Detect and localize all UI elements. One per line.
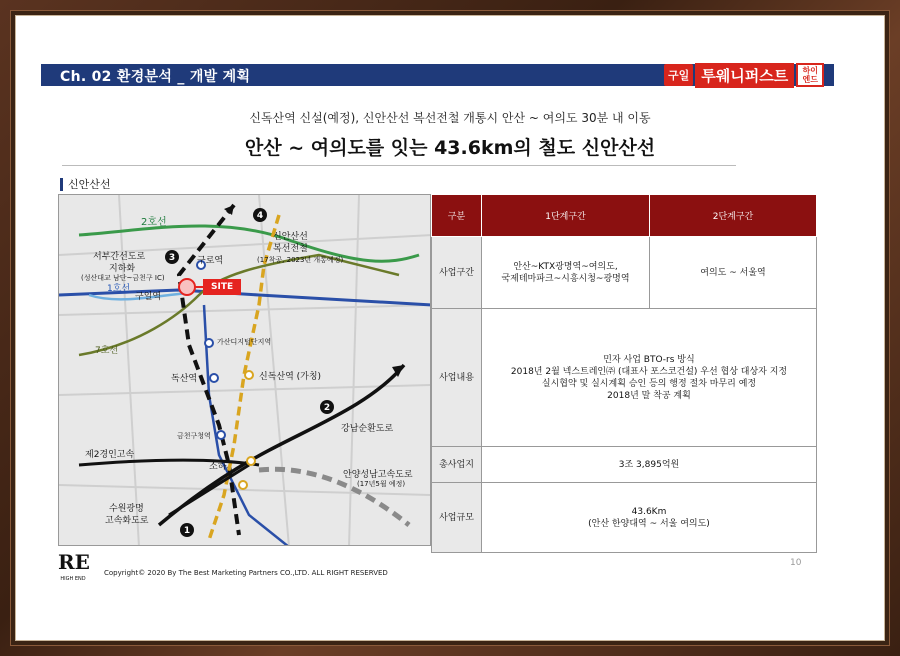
label-new-line: 신안산선 [273, 232, 308, 242]
subtitle: 신독산역 신설(예정), 신안산선 복선전철 개통시 안산 ~ 여의도 30분 내 이동 [249, 111, 651, 125]
site-marker [179, 279, 195, 295]
cell-line: 안산~KTX광명역~여의도, [513, 261, 618, 272]
label-second-kyungin: 제2경인고속 [85, 450, 135, 460]
table-cell: 3조 3,895억원 [482, 447, 817, 483]
marker-1-label: 1 [183, 526, 191, 536]
label-seobu: 서부간선도로 [93, 252, 146, 262]
highend-logo: RE [58, 550, 90, 574]
table-row [432, 237, 817, 309]
label-guro: 구로역 [197, 256, 224, 266]
table-row [432, 447, 817, 483]
table-cell [482, 483, 817, 553]
project-table [431, 194, 817, 553]
row-head: 사업내용 [432, 309, 482, 447]
label-guil: 구일역 [135, 292, 162, 302]
new-doksan-station [245, 371, 253, 379]
label-sohwa: 소하 [209, 462, 227, 472]
table-cell: 여의도 ~ 서울역 [650, 237, 817, 309]
section-marker [60, 178, 63, 191]
brand-tag-highend: 하이엔드 [796, 63, 824, 87]
main-title: 안산 ~ 여의도를 잇는 43.6km의 철도 신안산선 [244, 137, 656, 159]
label-geumcheon: 금천구청역 [177, 432, 211, 440]
copyright: Copyright© 2020 By The Best Marketing Partners CO.,LTD. ALL RIGHT RESERVED [104, 569, 388, 577]
cell-line: 민자 사업 BTO-rs 방식 [603, 354, 695, 365]
cell-line: 2018년 2월 넥스트레인㈜ (대표사 포스코건설) 우선 협상 대상자 지정 [510, 366, 788, 377]
brand-name: 투웨니퍼스트 [695, 63, 794, 88]
table-cell [482, 309, 817, 447]
cell-line: 2018년 말 착공 계획 [607, 390, 691, 401]
page-number: 10 [790, 558, 802, 568]
table-row [432, 483, 817, 553]
label-seobu-note: (성산대교 남단~금천구 IC) [81, 274, 165, 282]
row-head: 사업구간 [432, 237, 482, 309]
brand-logo [664, 63, 824, 87]
title-divider [62, 165, 736, 166]
label-suwon-1: 수원광명 [109, 504, 144, 514]
brand-tag: 구일 [664, 64, 693, 86]
label-double-track: 복선전철 [273, 244, 308, 254]
cell-line: (안산 한양대역 ~ 서울 여의도) [588, 518, 710, 529]
table-header: 1단계구간 [482, 195, 650, 237]
label-line7: 7호선 [95, 346, 119, 356]
cell-line: 국제테마파크~시흥시청~광명역 [501, 273, 630, 284]
row-head: 사업규모 [432, 483, 482, 553]
table-cell [482, 237, 650, 309]
highend-logo-text: HIGH END [60, 576, 86, 582]
marker-3-label: 3 [168, 253, 176, 263]
cell-line: 43.6Km [631, 506, 667, 517]
doksan-station [210, 374, 218, 382]
label-line1: 1호선 [107, 284, 131, 294]
table-row [432, 309, 817, 447]
row-head: 총사업지 [432, 447, 482, 483]
map-lines [59, 195, 431, 546]
section-label [60, 176, 111, 192]
label-new-line-note: (17착공, 2023년 개통예정) [257, 256, 344, 264]
label-line2: 2호선 [141, 217, 167, 228]
table-header-row [432, 195, 817, 237]
label-gasan: 가산디지털단지역 [217, 338, 272, 346]
site-badge: SITE [203, 279, 241, 295]
gasan-station [205, 339, 213, 347]
section-label-text: 신안산선 [68, 178, 111, 191]
label-underground: 지하화 [109, 264, 136, 274]
label-anyang: 안양성남고속도로 [343, 470, 413, 480]
label-new-doksan: 신독산역 (가칭) [259, 372, 322, 382]
marker-4-label: 4 [256, 211, 264, 221]
route-map [58, 194, 431, 546]
geumcheon-station [217, 431, 225, 439]
label-gangnam-ring: 강남순환도로 [341, 424, 394, 434]
label-anyang-note: (17년5월 예정) [357, 480, 406, 488]
table-header: 2단계구간 [650, 195, 817, 237]
label-doksan: 독산역 [171, 374, 198, 384]
marker-2-label: 2 [323, 403, 331, 413]
page-title: Ch. 02 환경분석 _ 개발 계획 [60, 69, 251, 85]
cell-line: 실시협약 및 실시계획 승인 등의 행정 절차 마무리 예정 [541, 378, 757, 389]
table-header: 구분 [432, 195, 482, 237]
label-suwon-2: 고속화도로 [105, 516, 149, 526]
